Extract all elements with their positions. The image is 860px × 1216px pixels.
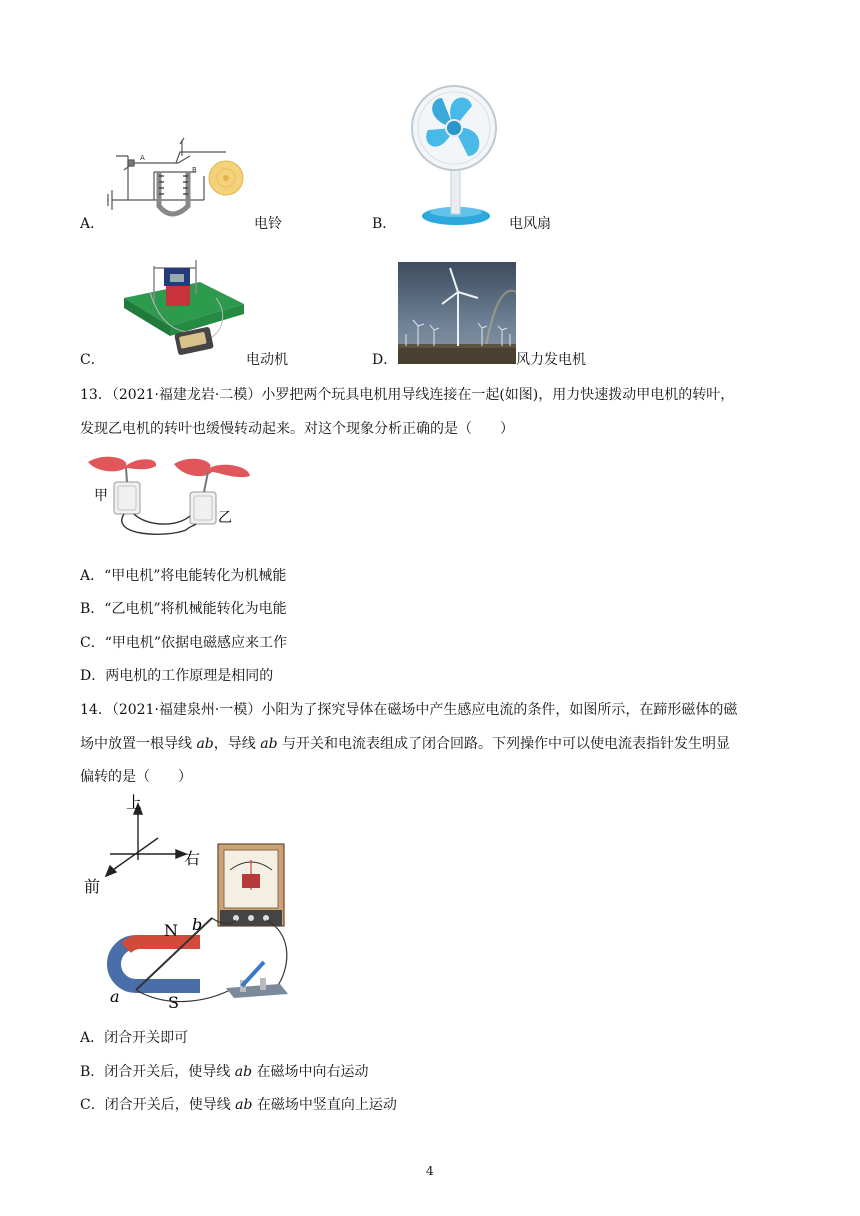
axis-up-label: 上 [126, 794, 143, 812]
magnet-n-label: N [164, 921, 178, 940]
svg-text:A: A [140, 154, 145, 162]
option-c-caption: 电动机 [246, 352, 288, 368]
conductor-b-label: b [192, 915, 203, 934]
option-a-caption: 电铃 [254, 216, 282, 232]
conductor-a-label: a [110, 987, 120, 1006]
electric-fan-figure [410, 76, 500, 228]
page-number: 4 [426, 1164, 434, 1178]
q14-stem-line2: 场中放置一根导线 ab，导线 ab 与开关和电流表组成了闭合回路。下列操作中可以使电流表指针发生明显 [80, 736, 730, 752]
q13-option-a: A．“甲电机”将电能转化为机械能 [80, 568, 287, 584]
option-a-letter: A． [80, 216, 105, 232]
q13-stem-line2: 发现乙电机的转叶也缓慢转动起来。对这个现象分析正确的是（ ） [80, 421, 514, 437]
q14-stem-line1: 14．（2021·福建泉州·一模）小阳为了探究导体在磁场中产生感应电流的条件，如图所示，在蹄形磁体的磁 [80, 702, 738, 718]
q14-option-a: A．闭合开关即可 [80, 1030, 189, 1046]
q14-option-b: B．闭合开关后，使导线 ab 在磁场中向右运动 [80, 1064, 369, 1080]
electric-bell-figure [104, 136, 244, 218]
axis-right-label: 右 [184, 849, 201, 868]
q13-option-b: B．“乙电机”将机械能转化为电能 [80, 601, 287, 617]
motor-jia-label: 甲 [94, 488, 108, 504]
q13-option-d: D．两电机的工作原理是相同的 [80, 668, 274, 684]
q13-option-c: C．“甲电机”依据电磁感应来工作 [80, 635, 288, 651]
q13-stem-line1: 13．（2021·福建龙岩·二模）小罗把两个玩具电机用导线连接在一起(如图)，用力快速拨动甲电机的转叶， [80, 387, 735, 403]
option-d-letter: D． [372, 352, 398, 368]
motor-model-figure [120, 246, 246, 364]
q14-option-c: C．闭合开关后，使导线 ab 在磁场中竖直向上运动 [80, 1097, 397, 1113]
induction-experiment-figure [80, 794, 294, 1010]
option-c-letter: C． [80, 352, 105, 368]
motor-yi-label: 乙 [218, 510, 232, 526]
two-motors-figure [86, 454, 260, 540]
wind-turbine-photo [398, 262, 516, 364]
option-b-caption: 电风扇 [509, 216, 551, 232]
option-d-caption: 风力发电机 [516, 352, 586, 368]
q14-stem-line3: 偏转的是（ ） [80, 769, 192, 785]
magnet-s-label: S [168, 993, 179, 1010]
option-b-letter: B． [372, 216, 397, 232]
axis-front-label: 前 [84, 877, 101, 896]
svg-text:B: B [192, 166, 197, 174]
